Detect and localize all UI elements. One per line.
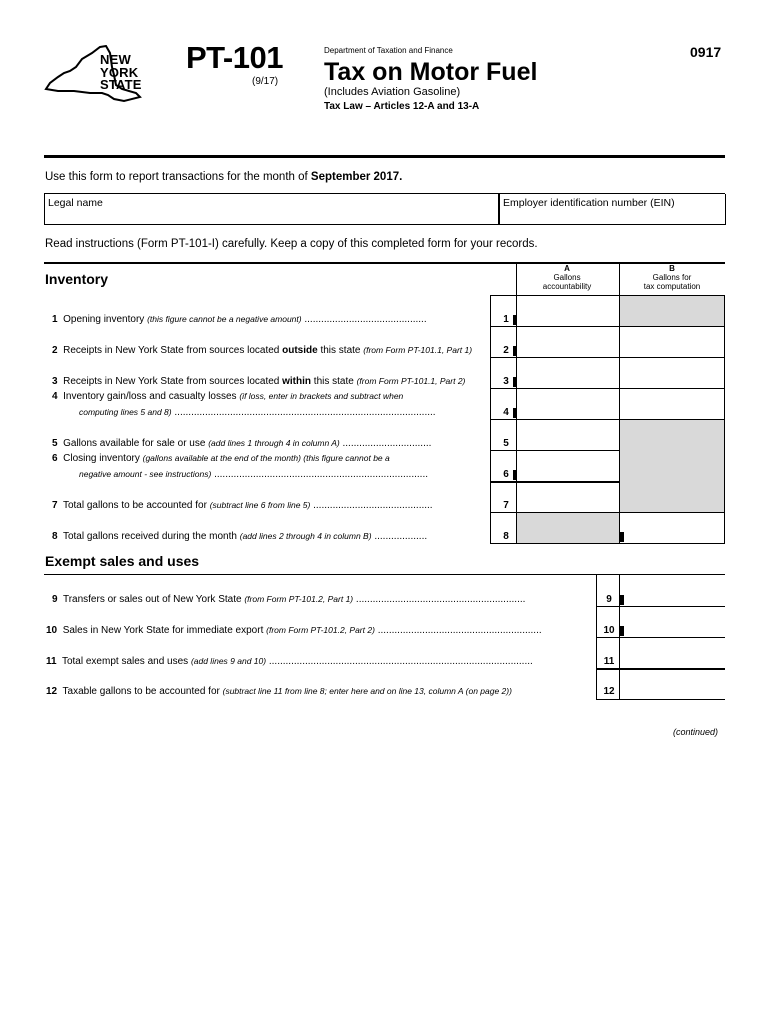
line-3-col-b-input[interactable] — [620, 358, 724, 388]
form-title: Tax on Motor Fuel — [324, 58, 538, 86]
line-2-col-a-input[interactable] — [517, 327, 619, 357]
line-number-box: 3 — [503, 376, 509, 387]
line-6-label-cont: negative amount - see instructions) ............................................................................. — [79, 469, 429, 480]
instructions-text: Read instructions (Form PT-101-I) carefully. Keep a copy of this completed form for your records. — [45, 238, 538, 250]
line-5-label: 5 Gallons available for sale or use (add lines 1 through 4 in column A) ................................ — [52, 438, 432, 449]
entry-marker — [620, 626, 624, 636]
line-number-box: 9 — [606, 594, 612, 605]
shaded-cell — [619, 419, 725, 513]
exempt-title: Exempt sales and uses — [45, 553, 200, 569]
shaded-cell — [619, 295, 725, 327]
header-divider — [44, 155, 725, 158]
entry-marker — [620, 595, 624, 605]
line-number-box: 7 — [503, 500, 509, 511]
line-10-label: 10 Sales in New York State for immediate export (from Form PT-101.2, Part 2) ........................................................... — [46, 625, 542, 636]
form-number: PT-101 — [186, 40, 283, 75]
line-number-box: 4 — [503, 407, 509, 418]
line-7-label: 7 Total gallons to be accounted for (subtract line 6 from line 5) ........................................... — [52, 500, 433, 511]
line-7-col-a-input[interactable] — [517, 482, 619, 512]
continued-note: (continued) — [673, 727, 719, 737]
inventory-title: Inventory — [45, 271, 109, 287]
line-11-label: 11 Total exempt sales and uses (add lines 9 and 10) ............................................................................................... — [46, 656, 533, 667]
line-number-box: 12 — [603, 686, 615, 697]
line-3-col-a-input[interactable] — [517, 358, 619, 388]
col-divider — [619, 263, 620, 295]
line-1-col-a-input[interactable] — [517, 296, 619, 326]
line-10-input[interactable] — [620, 607, 724, 637]
legal-name-label: Legal name — [48, 197, 103, 209]
line-12-input[interactable] — [620, 670, 724, 699]
tax-law-reference: Tax Law – Articles 12-A and 13-A — [324, 101, 480, 112]
grid-line — [596, 699, 725, 700]
line-number-box: 11 — [603, 656, 615, 667]
line-4-col-b-input[interactable] — [620, 389, 724, 419]
line-9-label: 9 Transfers or sales out of New York State (from Form PT-101.2, Part 1) ............................................................. — [52, 594, 526, 605]
line-number-box: 1 — [503, 314, 509, 325]
line-12-label: 12 Taxable gallons to be accounted for (subtract line 11 from line 8; enter here and on line 13, column A (on page 2)) — [46, 686, 512, 697]
revision-date: (9/17) — [252, 76, 279, 87]
intro-text: Use this form to report transactions for the month of September 2017. — [45, 171, 403, 183]
department-name: Department of Taxation and Finance — [324, 46, 453, 55]
line-number-box: 10 — [603, 625, 615, 636]
form-code: 0917 — [690, 44, 722, 60]
line-11-input[interactable] — [620, 638, 724, 668]
legal-name-field[interactable] — [44, 194, 500, 225]
line-number-box: 6 — [503, 469, 509, 480]
line-3-label: 3 Receipts in New York State from sources located within this state (from Form PT-101.1, Part 2) — [52, 376, 466, 387]
shaded-cell — [516, 512, 620, 544]
line-number-box: 2 — [503, 345, 509, 356]
column-b-header: B Gallons for tax computation — [643, 264, 701, 291]
entry-marker — [620, 532, 624, 542]
line-2-col-b-input[interactable] — [620, 327, 724, 357]
line-4-col-a-input[interactable] — [517, 389, 619, 419]
line-number-box: 5 — [503, 438, 509, 449]
line-2-label: 2 Receipts in New York State from sources located outside this state (from Form PT-101.1, Part 1) — [52, 345, 473, 356]
line-6-label: 6 Closing inventory (gallons available at the end of the month) (this figure cannot be a — [52, 453, 390, 464]
ny-state-logo: NEW YORK STATE — [100, 52, 142, 92]
form-subtitle: (Includes Aviation Gasoline) — [324, 86, 461, 98]
line-8-label: 8 Total gallons received during the month (add lines 2 through 4 in column B) ................... — [52, 531, 428, 542]
column-a-header: A Gallons accountability — [542, 264, 592, 291]
line-5-col-a-input[interactable] — [517, 420, 619, 450]
line-6-col-a-input[interactable] — [517, 451, 619, 481]
line-1-label: 1 Opening inventory (this figure cannot be a negative amount) ............................................ — [52, 314, 427, 325]
line-4-label-cont: computing lines 5 and 8) .............................................................................................. — [79, 407, 436, 418]
line-4-label: 4 Inventory gain/loss and casualty losses (if loss, enter in brackets and subtract when — [52, 391, 404, 402]
line-8-col-b-input[interactable] — [620, 513, 724, 543]
line-number-box: 8 — [503, 531, 509, 542]
line-9-input[interactable] — [620, 575, 724, 605]
ein-label: Employer identification number (EIN) — [503, 197, 675, 209]
col-divider — [516, 263, 517, 295]
